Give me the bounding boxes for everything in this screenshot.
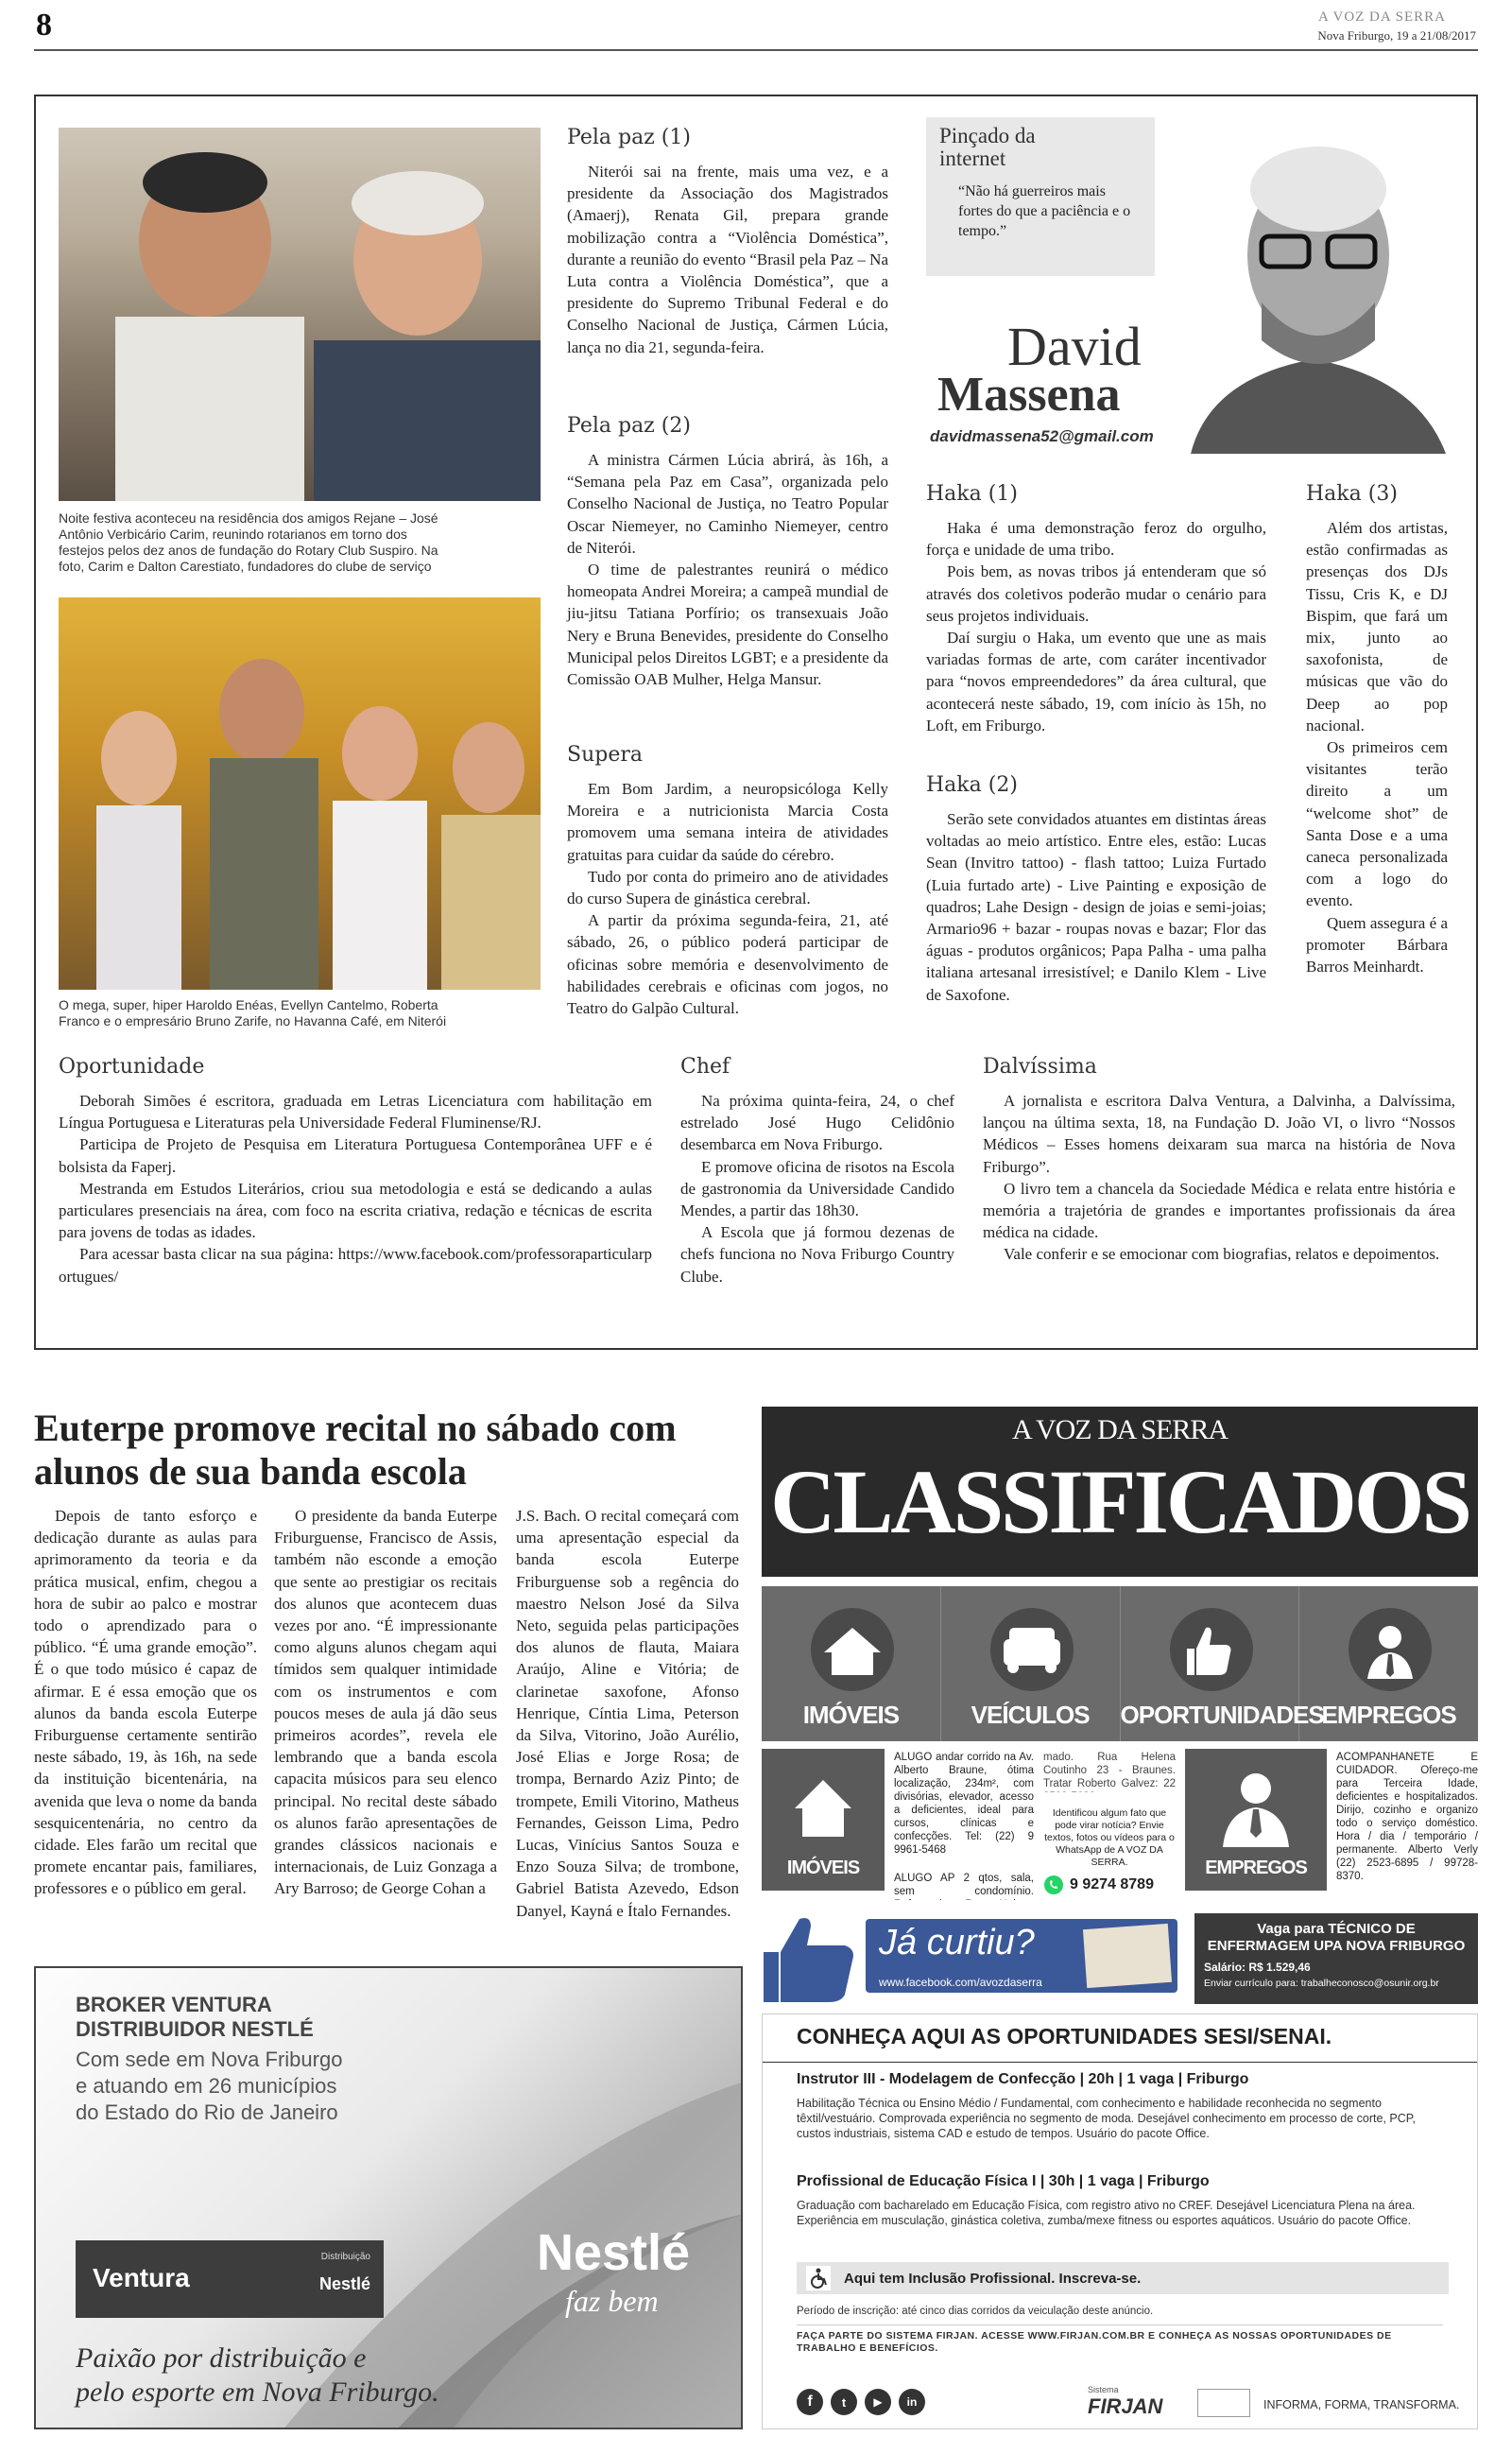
category-oportunidades[interactable] bbox=[1120, 1586, 1324, 1741]
page-number: 8 bbox=[36, 8, 52, 43]
job1-text: Habilitação Técnica ou Ensino Médio / Fundamental, com conhecimento e habilidade reconhecida no segmento têxtil/vestuário. Comprovada experiência no segmento de moda. Desejável conhecimento em processo de corte, PCP, custos industriais, sistema CAD e estudo de tempos. Usuário do pacote Office. bbox=[797, 2097, 1416, 2140]
section-haka-3 bbox=[1306, 482, 1448, 977]
sesi-title: CONHEÇA AQUI AS OPORTUNIDADES SESI/SENAI. bbox=[797, 2024, 1332, 2048]
paragraph: Além dos artistas, estão confirmadas as presenças dos DJs Tissu, Cris K, e DJ Bispim, que fará um mix, junto ao saxofonista, de músicas que vão do Deep ao pop nacional. bbox=[1306, 519, 1448, 734]
paragraph: Tudo por conta do primeiro ano de atividades do curso Supera de ginástica cerebral. bbox=[567, 867, 888, 908]
ad-text: ALUGO AP 2 qtos, sala, sem condomínio. bbox=[894, 1873, 1034, 1897]
thumbs-up-icon bbox=[1155, 1607, 1268, 1692]
section-title: Oportunidade bbox=[59, 1055, 205, 1079]
pincado-title: Pinçado da internet bbox=[939, 124, 1036, 170]
inclusion-text: Aqui tem Inclusão Profissional. Inscreva-se. bbox=[844, 2270, 1142, 2287]
paragraph: A jornalista e escritora Dalva Ventura, a Dalvinha, a Dalvíssima, lançou na última sexta, 18, na Fundação D. João VI, o livro “Nossos Médicos – Esses homens deixaram sua marca na história de Nova Friburgo”. bbox=[983, 1092, 1455, 1176]
category-label: VEÍCULOS bbox=[971, 1701, 1090, 1729]
thumbs-up-icon bbox=[762, 1910, 866, 2004]
linkedin-icon[interactable]: in bbox=[899, 2389, 925, 2415]
euterpe-headline: Euterpe promove recital no sábado com alunos de sua banda escola bbox=[34, 1407, 677, 1493]
section-title: Chef bbox=[680, 1055, 730, 1079]
paragraph: Deborah Simões é escritora, graduada em Letras Licenciatura com habilitação em Língua Portuguesa e Literaturas pela Universidade Federal Fluminense/RJ. bbox=[59, 1092, 652, 1132]
facebook-promo[interactable] bbox=[762, 1910, 1187, 2004]
section-title: Supera bbox=[567, 743, 643, 767]
paragraph: A Escola que já formou dezenas de chefs funciona no Nova Friburgo Country Clube. bbox=[680, 1223, 954, 1286]
vaga-salary: Salário: R$ 1.529,46 bbox=[1204, 1961, 1311, 1974]
photo2-caption: O mega, super, hiper Haroldo Enéas, Evellyn Cantelmo, Roberta Franco e o empresário Bruno Zarife, no Havanna Café, em Niterói bbox=[59, 997, 447, 1028]
businessman-icon bbox=[1333, 1607, 1447, 1692]
social-icons bbox=[797, 2389, 925, 2415]
paragraph: Vale conferir e se emocionar com biografias, relatos e depoimentos. bbox=[1004, 1245, 1440, 1264]
header-date: Nova Friburgo, 19 a 21/08/2017 bbox=[1317, 28, 1476, 43]
paragraph: O livro tem a chancela da Sociedade Médica e relata entre história e memória a trajetória de grandes e importantes profissionais da área médica na cidade. bbox=[983, 1179, 1455, 1242]
house-icon bbox=[762, 1756, 885, 1851]
nestle-ad bbox=[34, 1966, 743, 2429]
section-pela-paz-1 bbox=[567, 126, 888, 358]
paragraph: Os primeiros cem visitantes terão direito a um “welcome shot” de Santa Dose e a uma caneca personalizada com a logo do evento. bbox=[1306, 738, 1448, 910]
section-dalvissima bbox=[983, 1055, 1455, 1266]
columnist-last-name: Massena bbox=[937, 368, 1121, 422]
section-supera bbox=[567, 743, 888, 1019]
tile-label: IMÓVEIS bbox=[786, 1858, 860, 1878]
section-chef bbox=[680, 1055, 954, 1287]
firjan-slogan: INFORMA, FORMA, TRANSFORMA. bbox=[1263, 2398, 1460, 2411]
classificados-masthead: A VOZ DA SERRA bbox=[1012, 1414, 1228, 1445]
pincado-quote: “Não há guerreiros mais fortes do que a paciência e o tempo.” bbox=[958, 183, 1131, 239]
nestle-line5: do Estado do Rio de Janeiro bbox=[76, 2100, 338, 2124]
nestle-tagline: faz bem bbox=[565, 2284, 659, 2318]
columnist-first-name: David bbox=[1007, 316, 1142, 377]
paragraph: Niterói sai na frente, mais uma vez, e a presidente da Associação dos Magistrados (Amaerj), Renata Gil, prepara grande mobilização contra a “Violência Doméstica”, durante a reunião do evento “Brasil pela Paz – Na Luta contra a Violência Doméstica”, que a presidente do Supremo Tribunal Federal e do Conselho Nacional de Justiça, Cármen Lúcia, lança no dia 21, segunda-feira. bbox=[567, 163, 888, 356]
category-label: IMÓVEIS bbox=[802, 1701, 900, 1729]
whatsapp-number[interactable]: 9 9274 8789 bbox=[1070, 1876, 1154, 1892]
nestle-logo: Nestlé bbox=[537, 2224, 691, 2281]
section-title: Haka (3) bbox=[1306, 482, 1398, 506]
firjan-small: Sistema bbox=[1088, 2385, 1119, 2394]
whatsapp-box[interactable] bbox=[1043, 1807, 1176, 1898]
paragraph: Depois de tanto esforço e dedicação durante as aulas para aprimoramento da teoria e da prática musical, enfim, chegou a hora de subir ao palco e mostrar todo o aprendizado para o público. “É uma grande emoção”. É o que todo músico é capaz de afirmar. E é essa emoção que os alunos da banda escola Euterpe Friburguense certamente sentirão neste sábado, 19, às 16h, na sede da instituição bicentenária, na avenida que leva o nome da banda sesquicentenária, no centro da cidade. Eles farão um recital que promete encantar pais, familiares, professores e o público em geral. bbox=[34, 1507, 257, 1898]
masthead-small: A VOZ DA SERRA bbox=[1318, 9, 1446, 25]
paragraph: Na próxima quinta-feira, 24, o chef estrelado José Hugo Celidônio desembarca em Nova Friburgo. bbox=[680, 1092, 954, 1154]
columnist-email[interactable]: davidmassena52@gmail.com bbox=[930, 427, 1154, 445]
job1-title: Instrutor III - Modelagem de Confecção | 20h | 1 vaga | Friburgo bbox=[797, 2071, 1249, 2087]
paragraph: O presidente da banda Euterpe Friburguense, Francisco de Assis, também não esconde a emoção que sente ao prestigiar os recitais dos alunos que acontecem duas vezes por ano. “É impressionante como alguns alunos chegam aqui tímidos sem qualquer intimidade com os instrumentos e com poucos meses de aula já dão seus primeiros acordes”, revela ele lembrando que a banda escola capacita músicos para seu elenco principal. No recital deste sábado os alunos farão apresentações de grandes clássicos nacionais e internacionais, de Luiz Gonzaga a Ary Barroso; de George Cohan a bbox=[274, 1507, 497, 1898]
ad-alugo-ap bbox=[894, 1872, 1034, 1900]
section-haka-1 bbox=[926, 482, 1266, 736]
ventura-logo bbox=[76, 2240, 384, 2318]
job2-text: Graduação com bacharelado em Educação Física, com registro ativo no CREF. Desejável Licenciatura Plena na área. Experiência em musculação, ginástica coletiva, zumba/mexe fitness ou esportes aquáticos. Usuário do pacote Office. bbox=[797, 2199, 1416, 2227]
section-pela-paz-2 bbox=[567, 414, 888, 690]
photo-havanna-cafe bbox=[59, 597, 541, 990]
nestle-line1: BROKER VENTURA bbox=[76, 1993, 272, 2016]
slogan-line2: pelo esporte em Nova Friburgo. bbox=[76, 2376, 439, 2408]
paragraph: Participa de Projeto de Pesquisa em Literatura Portuguesa Contemporânea UFF e é bolsista da Faperj. bbox=[59, 1135, 652, 1176]
paragraph: Daí surgiu o Haka, um evento que une as mais variadas formas de arte, com caráter incentivador para “novos empreendedores” da área cultural, que acontecerá neste sábado, 19, com início às 15h, no Loft, em Friburgo. bbox=[926, 629, 1266, 734]
section-haka-2 bbox=[926, 773, 1266, 1006]
section-title: Haka (2) bbox=[926, 773, 1018, 797]
businessman-icon bbox=[1185, 1756, 1327, 1851]
empregos-tile[interactable] bbox=[1185, 1749, 1327, 1891]
paragraph: Quem assegura é a promoter Bárbara Barros Meinhardt. bbox=[1306, 913, 1448, 976]
ventura-brand: Ventura bbox=[93, 2263, 190, 2292]
nestle-line4: e atuando em 26 municípios bbox=[76, 2074, 337, 2098]
section-title: Pela paz (2) bbox=[567, 414, 691, 438]
category-imoveis[interactable] bbox=[762, 1586, 941, 1741]
facebook-url[interactable]: www.facebook.com/avozdaserra bbox=[879, 1976, 1042, 1989]
facebook-icon[interactable]: f bbox=[797, 2389, 823, 2415]
sesi-ad bbox=[762, 2013, 1478, 2429]
inclusion-bar bbox=[797, 2262, 1449, 2294]
paragraph: Em Bom Jardim, a neuropsicóloga Kelly Moreira e a nutricionista Marcia Costa promovem uma semana inteira de atividades gratuitas para cuidar da saúde do cérebro. bbox=[567, 780, 888, 864]
section-title: Haka (1) bbox=[926, 482, 1018, 506]
paragraph: J.S. Bach. O recital começará com uma apresentação especial da banda escola Euterpe Friburguense sob a regência do maestro Nelson José da Silva Neto, seguida pelas participações dos alunos de flauta, Maiara Araújo, Aline e Vitória; de clarinetae saxofone, Afonso Henrique, Cíntia Lima, Peterson da Silva, Vitorino, João Aurélio, José Elias e Jorge Rosa; de trompa, Bernardo Aziz Pinto; de trompete, Emili Vitorino, Matheus Fernandes, Geisson Lima, Pedro Lucas, Vinícius Santos Souza e Enzo Souza Silva; de trombone, Gabriel Batista Azevedo, Edson Danyel, Kayná e Ítalo Fernandes. bbox=[516, 1507, 739, 1920]
job2-title: Profissional de Educação Física I | 30h | 1 vaga | Friburgo bbox=[797, 2173, 1210, 2189]
sesi-period: Período de inscrição: até cinco dias corridos da veiculação deste anúncio. bbox=[797, 2306, 1154, 2317]
vaga-contact: Enviar currículo para: trabalheconosco@osunir.org.br bbox=[1204, 1978, 1439, 1989]
imoveis-tile[interactable] bbox=[762, 1749, 885, 1891]
youtube-icon[interactable]: ▶ bbox=[865, 2389, 891, 2415]
category-label: OPORTUNIDADES bbox=[1120, 1701, 1324, 1729]
columnist-photo bbox=[1172, 104, 1465, 454]
paragraph: Pois bem, as novas tribos já entenderam que só através dos coletivos poderão mudar o cenário para seus projetos individuais. bbox=[926, 562, 1266, 625]
firjan-sublogos bbox=[1197, 2389, 1250, 2417]
twitter-icon[interactable]: t bbox=[831, 2389, 857, 2415]
firjan-logo: FIRJAN bbox=[1088, 2394, 1163, 2418]
paragraph: E promove oficina de risotos na Escola de gastronomia da Universidade Candido Mendes, a partir das 18h30. bbox=[680, 1157, 954, 1220]
distrib-brand: Nestlé bbox=[318, 2274, 370, 2293]
classificados-categories bbox=[762, 1586, 1478, 1741]
pincado-box bbox=[926, 117, 1155, 276]
house-icon bbox=[796, 1607, 909, 1692]
paragraph: A ministra Cármen Lúcia abrirá, às 16h, a “Semana pela Paz em Casa”, organizada pelo Conselho Nacional de Justiça, no Teatro Popular Oscar Niemeyer, no Caminho Niemeyer, centro de Niterói. bbox=[567, 451, 888, 557]
whatsapp-icon bbox=[1043, 1875, 1064, 1895]
ad-alugo-ap-cont: mado. Rua Helena Coutinho 23 - Braunes. Tratar Roberto Galvez: 22 bbox=[1043, 1752, 1176, 1789]
header-rule bbox=[34, 49, 1478, 51]
nestle-line2: DISTRIBUIDOR NESTLÉ bbox=[76, 2017, 314, 2041]
section-oportunidade bbox=[59, 1055, 652, 1287]
euterpe-col-2 bbox=[274, 1505, 497, 1900]
vaga-title: Vaga para TÉCNICO DE ENFERMAGEM UPA NOVA FRIBURGO bbox=[1207, 1921, 1466, 1954]
photo-carim-dalton bbox=[59, 128, 541, 501]
distrib-label: Distribuição bbox=[320, 2252, 370, 2262]
classificados-title: CLASSIFICADOS bbox=[770, 1451, 1469, 1552]
category-veiculos[interactable] bbox=[941, 1586, 1121, 1741]
euterpe-col-1 bbox=[34, 1505, 257, 1900]
section-title: Pela paz (1) bbox=[567, 126, 691, 149]
facebook-thumbnails bbox=[1083, 1924, 1172, 1988]
paragraph: Serão sete convidados atuantes em distintas áreas voltadas ao meio artístico. Entre eles, estão: Lucas Sean (Invitro tattoo) - flash tattoo; Luiza Furtado (Luia furtado arte) - Live Painting e exposição de quadros; Lahe Design - design de joias e semi-joias; Armario96 + bazar - roupas novas e bazar; Flor das águas - produtos orgânicos; Papa Palha - uma palha italiana artesanal irresistível; e Danilo Klem - Live de Saxofone. bbox=[926, 810, 1266, 1004]
paragraph: Mestranda em Estudos Literários, criou sua metodologia e está se dedicando a aulas particulares presenciais na área, com foco na escrita criativa, redação e técnicas de escrita para jovens de todas as idades. bbox=[59, 1179, 652, 1242]
facebook-title: Já curtiu? bbox=[879, 1923, 1035, 1962]
nestle-line3: Com sede em Nova Friburgo bbox=[76, 2048, 343, 2071]
paragraph: Haka é uma demonstração feroz do orgulho, força e unidade de uma tribo. bbox=[926, 519, 1266, 560]
tile-label: EMPREGOS bbox=[1205, 1858, 1307, 1878]
sesi-footer: FAÇA PARTE DO SISTEMA FIRJAN. ACESSE WWW.FIRJAN.COM.BR E CONHEÇA AS NOSSAS OPORTUNIDADES DE TRABALHO E BENEFÍCIOS. bbox=[797, 2330, 1392, 2354]
paragraph: A partir da próxima segunda-feira, 21, até sábado, 26, o público poderá participar de oficinas sobre memória e desenvolvimento de habilidades cerebrais e oficinas com jogos, no Teatro do Galpão Cultural. bbox=[567, 911, 888, 1018]
category-empregos[interactable] bbox=[1299, 1586, 1478, 1741]
car-icon bbox=[975, 1607, 1089, 1692]
ad-alugo-andar: ALUGO andar corrido na Av. Alberto Braune, ótima localização, 234m², com divisórias, elevador, acesso a deficientes, ideal para cursos, clínicas e confecções. Tel: (22) 9 9961-5468 bbox=[894, 1752, 1034, 1856]
ad-acompanhante: ACOMPANHANETE E CUIDADOR. Ofereço-me para Terceira Idade, deficientes e hospitalizados. Dirijo, cozinho e organizo todo o serviço doméstico. Hora / dia / temporário / permanente. Alberto Verly (22) 2523-6895 / 99728-8370. bbox=[1336, 1752, 1478, 1882]
whatsapp-text: Identificou algum fato que pode virar notícia? Envie textos, fotos ou vídeos para o WhatsApp de A VOZ DA SERRA. bbox=[1044, 1807, 1175, 1868]
paragraph: O time de palestrantes reunirá o médico homeopata Andrei Moreira; a campeã mundial de jiu-jitsu Tatiana Porfírio; os transexuais João Nery e Bruna Benevides, presidente do Conselho Municipal pelos Direitos LGBT; e a presidente da Comissão OAB Mulher, Helga Mansur. bbox=[567, 561, 888, 689]
category-label: EMPREGOS bbox=[1321, 1701, 1456, 1729]
photo1-caption: Noite festiva aconteceu na residência dos amigos Rejane – José Antônio Verbicário Carim, reunindo rotarianos em torno dos festejos pelos dez anos de fundação do Rotary Club Suspiro. Na foto, Carim e Dalton Carestiato, fundadores do clube de serviço bbox=[59, 510, 438, 574]
paragraph[interactable]: Para acessar basta clicar na sua página: https://www.facebook.com/professoraparticularportugues/ bbox=[59, 1245, 652, 1286]
wheelchair-icon bbox=[806, 2266, 831, 2290]
section-title: Dalvíssima bbox=[983, 1055, 1097, 1079]
slogan-line1: Paixão por distribuição e bbox=[76, 2342, 367, 2374]
euterpe-col-3 bbox=[516, 1505, 739, 1922]
classificados-banner bbox=[762, 1407, 1478, 1577]
vaga-box bbox=[1194, 1913, 1478, 2004]
